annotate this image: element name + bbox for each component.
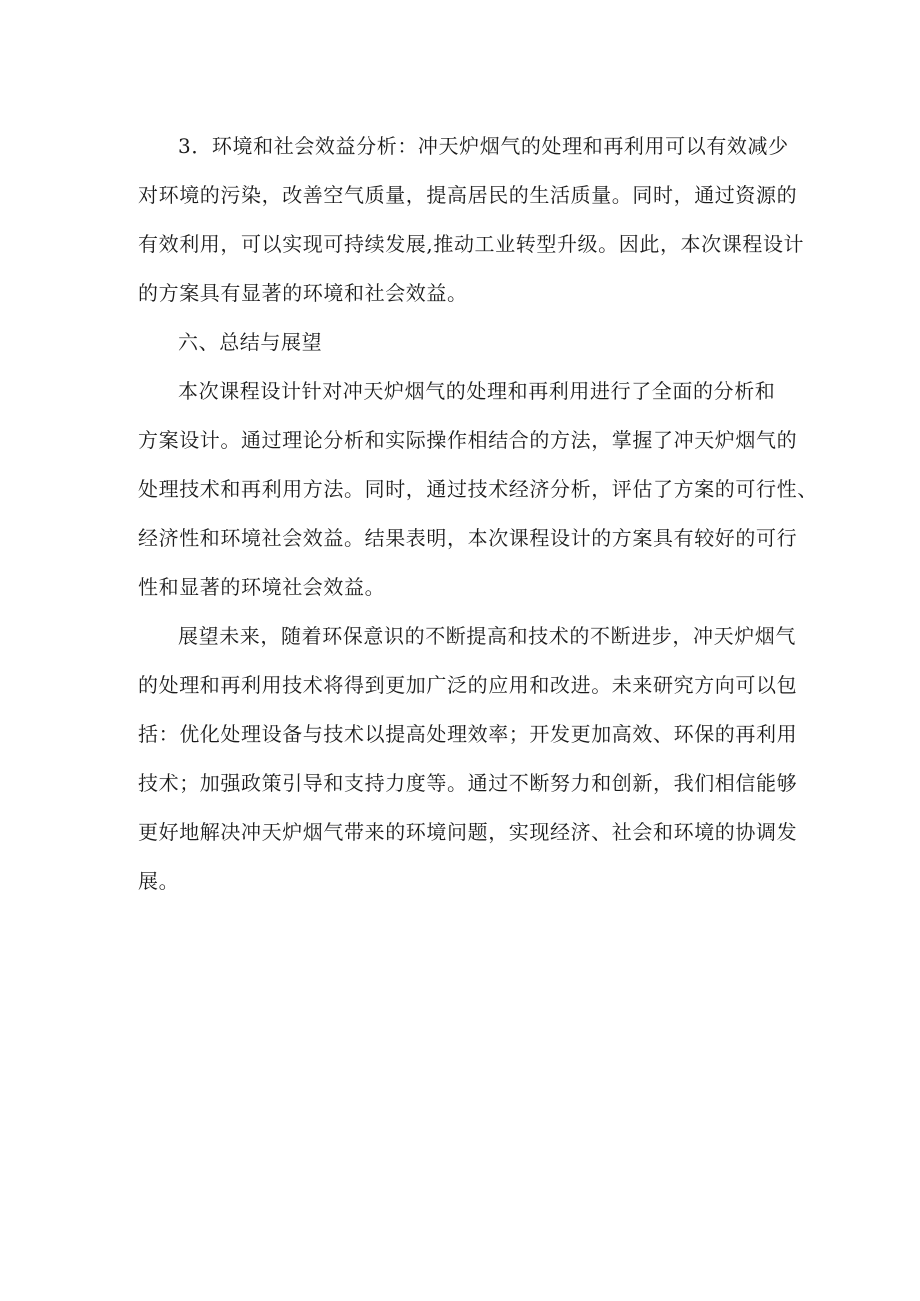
paragraph-3-line-1: 展望未来，随着环保意识的不断提高和技术的不断进步，冲天炉烟气: [178, 624, 796, 648]
paragraph-3-line-5: 更好地解决冲天炉烟气带来的环境问题，实现经济、社会和环境的协调发: [138, 820, 798, 844]
paragraph-2-line-3: 处理技术和再利用方法。同时，通过技术经济分析，评估了方案的可行性、: [138, 477, 818, 501]
paragraph-3-line-3: 括：优化处理设备与技术以提高处理效率；开发更加高效、环保的再利用: [138, 722, 798, 746]
paragraph-3-line-6: 展。: [138, 869, 180, 893]
paragraph-1-line-2: 对环境的污染，改善空气质量，提高居民的生活质量。同时，通过资源的: [138, 183, 798, 207]
paragraph-1-line-4: 的方案具有显著的环境和社会效益。: [138, 281, 468, 305]
paragraph-1-line-1: 3．环境和社会效益分析：冲天炉烟气的处理和再利用可以有效减少: [178, 134, 789, 158]
paragraph-3-line-4: 技术；加强政策引导和支持力度等。通过不断努力和创新，我们相信能够: [138, 771, 798, 795]
paragraph-2-line-4: 经济性和环境社会效益。结果表明，本次课程设计的方案具有较好的可行: [138, 526, 798, 550]
paragraph-2-line-5: 性和显著的环境社会效益。: [138, 575, 386, 599]
section-heading: 六、总结与展望: [178, 330, 323, 354]
paragraph-2-line-1: 本次课程设计针对冲天炉烟气的处理和再利用进行了全面的分析和: [178, 379, 776, 403]
paragraph-1-line-3: 有效利用，可以实现可持续发展,推动工业转型升级。因此，本次课程设计: [138, 232, 805, 256]
paragraph-3-line-2: 的处理和再利用技术将得到更加广泛的应用和改进。未来研究方向可以包: [138, 673, 798, 697]
paragraph-2-line-2: 方案设计。通过理论分析和实际操作相结合的方法，掌握了冲天炉烟气的: [138, 428, 798, 452]
